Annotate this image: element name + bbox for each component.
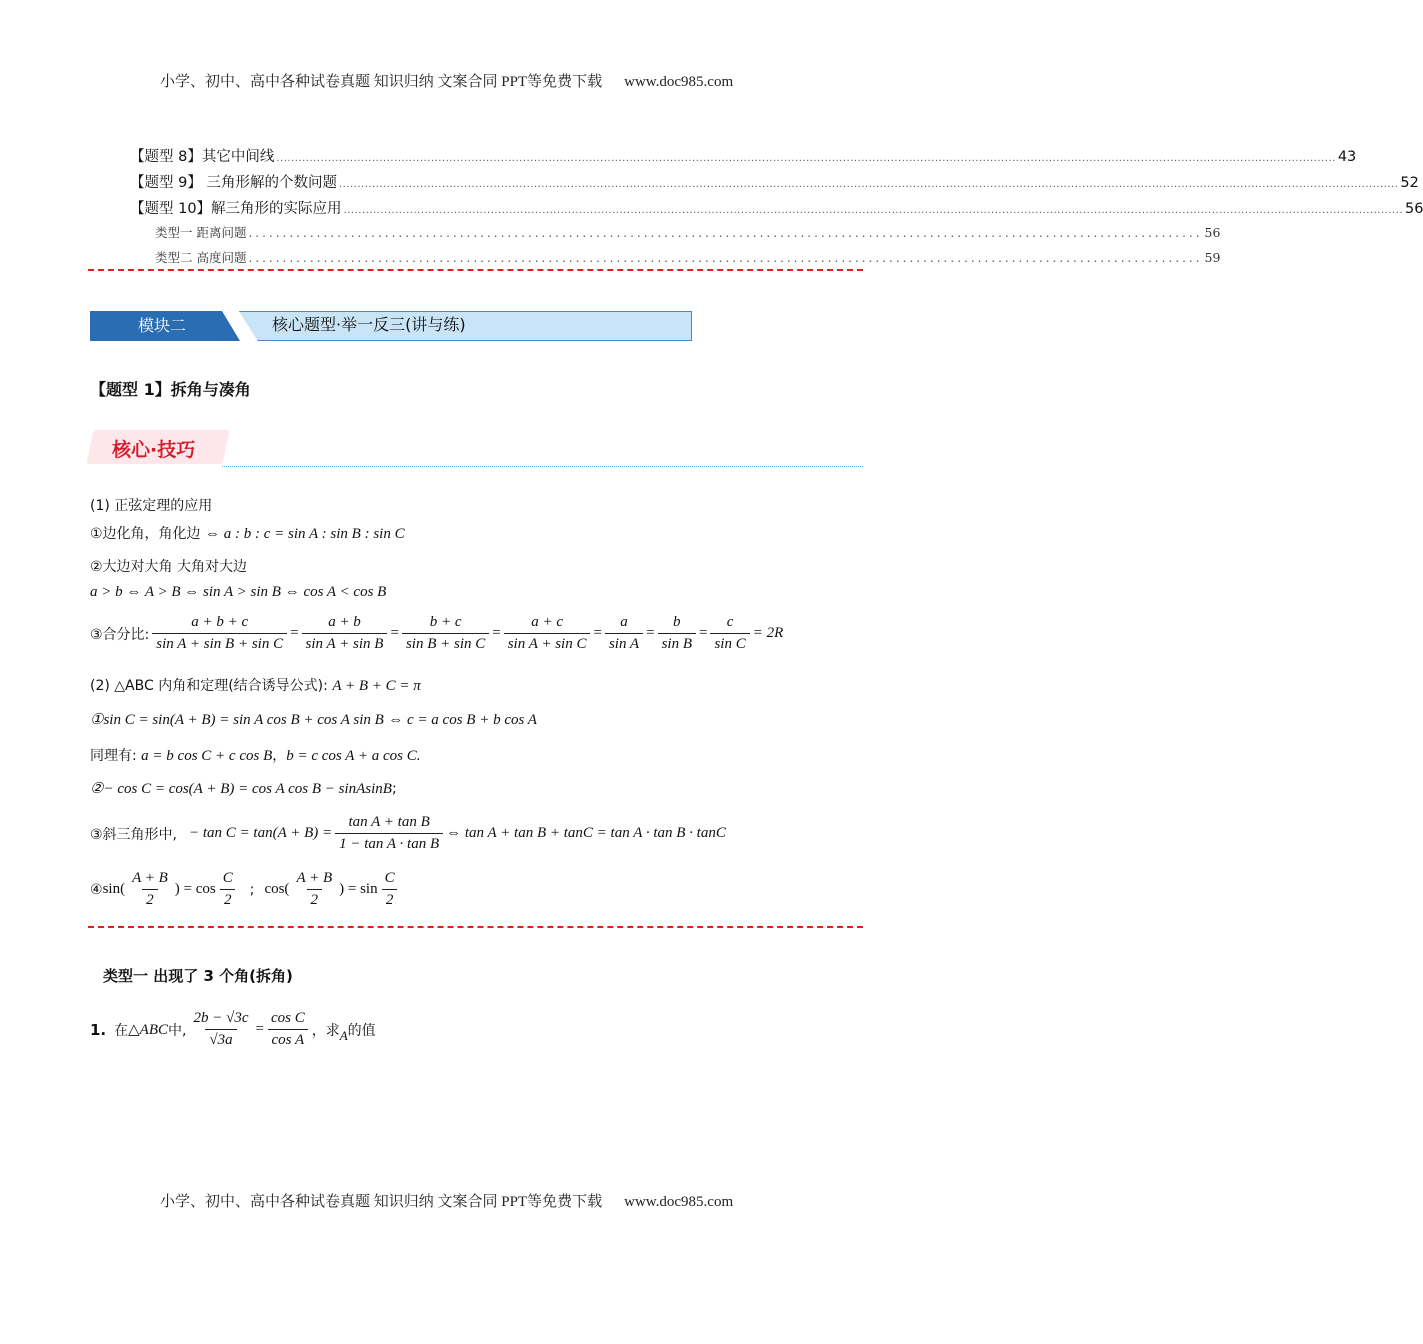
- footer-site: www.doc985.com: [624, 1194, 734, 1210]
- fraction: $\frac{2b - √3c}{√3a}$: [193, 1010, 249, 1048]
- page-header: [160, 70, 733, 91]
- toc-page: 59: [1204, 250, 1221, 265]
- toc-entry[interactable]: 【题型 9】 三角形解的个数问题 ................................................................................................................................................................................................................................................................................................ 52: [130, 171, 863, 193]
- p2-head: (2) △ABC 内角和定理(结合诱导公式): A + B + C = π: [90, 678, 421, 694]
- p2-3-line: ③斜三角形中, − tan C = tan(A + B) = $\frac{\text{tan A + tan B}}{\text{1 − tan A · tan B}}$ ⇔ tan A + tan B + tanC = tan A · tan B · tanC: [90, 814, 726, 852]
- fraction: $\frac{\text{tan A + tan B}}{\text{1 − tan A · tan B}}$: [335, 814, 443, 853]
- header-text: 小学、初中、高中各种试卷真题 知识归纳 文案合同 PPT等免费下载: [160, 74, 603, 90]
- toc-label: 【题型 8】其它中间线: [130, 149, 275, 165]
- toc-label: 【题型 10】解三角形的实际应用: [130, 201, 342, 217]
- module-title: 核心题型·举一反三(讲与练): [272, 315, 466, 334]
- fraction: $\frac{b}{\text{sin B}}$: [658, 614, 696, 653]
- page-footer: [160, 1190, 733, 1211]
- section-title: 【题型 1】拆角与凑角: [90, 380, 251, 399]
- badge-underline: [222, 466, 863, 467]
- module-banner: [90, 311, 690, 341]
- toc-entry[interactable]: 类型二 高度问题 ............................................................................................................................................ 59: [155, 250, 1221, 265]
- fraction: $\frac{a}{\text{sin A}}$: [605, 614, 643, 653]
- p1-head: (1) 正弦定理的应用: [90, 498, 213, 514]
- p1-2-math: a > b ⇔ A > B ⇔ sin A > sin B ⇔ cos A < cos B: [90, 584, 387, 600]
- p1-1-line: ①边化角，角化边 ⇔ a : b : c = sin A : sin B : sin C: [90, 526, 405, 542]
- core-skill-badge: [90, 430, 230, 466]
- type-title: 类型一 出现了 3 个角(拆角): [103, 967, 293, 985]
- fraction: $\frac{a + c}{\text{sin A + sin C}}$: [504, 614, 591, 653]
- fraction: $\frac{C}{2}$: [381, 870, 399, 909]
- fraction: $\frac{A + B}{2}$: [296, 870, 333, 908]
- toc-entry[interactable]: 【题型 8】其它中间线 ................................................................................................................................................................................................................................................................................................ 43: [130, 145, 863, 167]
- divider: [88, 926, 863, 928]
- p1-2-line: ②大边对大角 大角对大边: [90, 559, 248, 575]
- toc-entry[interactable]: 【题型 10】解三角形的实际应用 ................................................................................................................................................................................................................................................................................................ 56: [130, 197, 863, 219]
- question-1: 1. 在 △ABC 中, $\frac{2b - √3c}{√3a}$ = $\frac{\text{cos C}}{\text{cos A}}$ ，求 A 的值: [90, 1010, 376, 1048]
- divider: [88, 269, 863, 271]
- toc-page: 56: [1405, 201, 1423, 217]
- toc-label: 类型二 高度问题: [155, 250, 247, 265]
- p2-tong-line: 同理有: a = b cos C + c cos B，b = c cos A + a cos C.: [90, 748, 421, 764]
- module-tab-label: 模块二: [138, 316, 187, 335]
- toc-label: 【题型 9】 三角形解的个数问题: [130, 175, 337, 191]
- p2-2-line: ②− cos C = cos(A + B) = cos A cos B − sinAsinB;: [90, 781, 397, 797]
- fraction: $\frac{a + b + c}{\text{sin A + sin B + sin C}}$: [152, 614, 287, 653]
- p2-1-line: ①sin C = sin(A + B) = sin A cos B + cos A sin B ⇔ c = a cos B + b cos A: [90, 712, 537, 728]
- fraction: $\frac{\text{cos C}}{\text{cos A}}$: [267, 1010, 309, 1049]
- fraction: $\frac{a + b}{\text{sin A + sin B}}$: [302, 614, 388, 653]
- fraction: $\frac{b + c}{\text{sin B + sin C}}$: [402, 614, 489, 653]
- toc-page: 43: [1337, 149, 1357, 165]
- p1-3-line: ③合分比: $\frac{a + b + c}{\text{sin A + sin B + sin C}}$ = $\frac{a + b}{\text{sin A + sin B}}$ = $\frac{b + c}{\text{sin B + sin C}}$ = $\frac{a + c}{\text{sin A + sin C}}$ = $\frac{a}{\text{sin A}}$ = $\frac{b}{\text{sin B}}$ = $\frac{c}{\text{sin C}}$ = 2R: [90, 614, 784, 652]
- fraction: $\frac{C}{2}$: [219, 870, 237, 909]
- header-site: www.doc985.com: [624, 74, 734, 90]
- toc-label: 类型一 距离问题: [155, 225, 247, 240]
- fraction: $\frac{A + B}{2}$: [132, 870, 168, 908]
- p2-4-line: ④ sin( $\frac{A + B}{2}$ ) = cos $\frac{C}{2}$ ; cos( $\frac{A + B}{2}$ ) = sin $\frac{C}{2}$: [90, 870, 402, 909]
- fraction: $\frac{c}{\text{sin C}}$: [710, 614, 749, 653]
- toc-entry[interactable]: 类型一 距离问题 ............................................................................................................................................ 56: [155, 225, 1221, 240]
- footer-text: 小学、初中、高中各种试卷真题 知识归纳 文案合同 PPT等免费下载: [160, 1194, 603, 1210]
- badge-label: 核心·技巧: [112, 439, 196, 461]
- toc-page: 56: [1204, 225, 1221, 240]
- toc-page: 52: [1400, 175, 1419, 191]
